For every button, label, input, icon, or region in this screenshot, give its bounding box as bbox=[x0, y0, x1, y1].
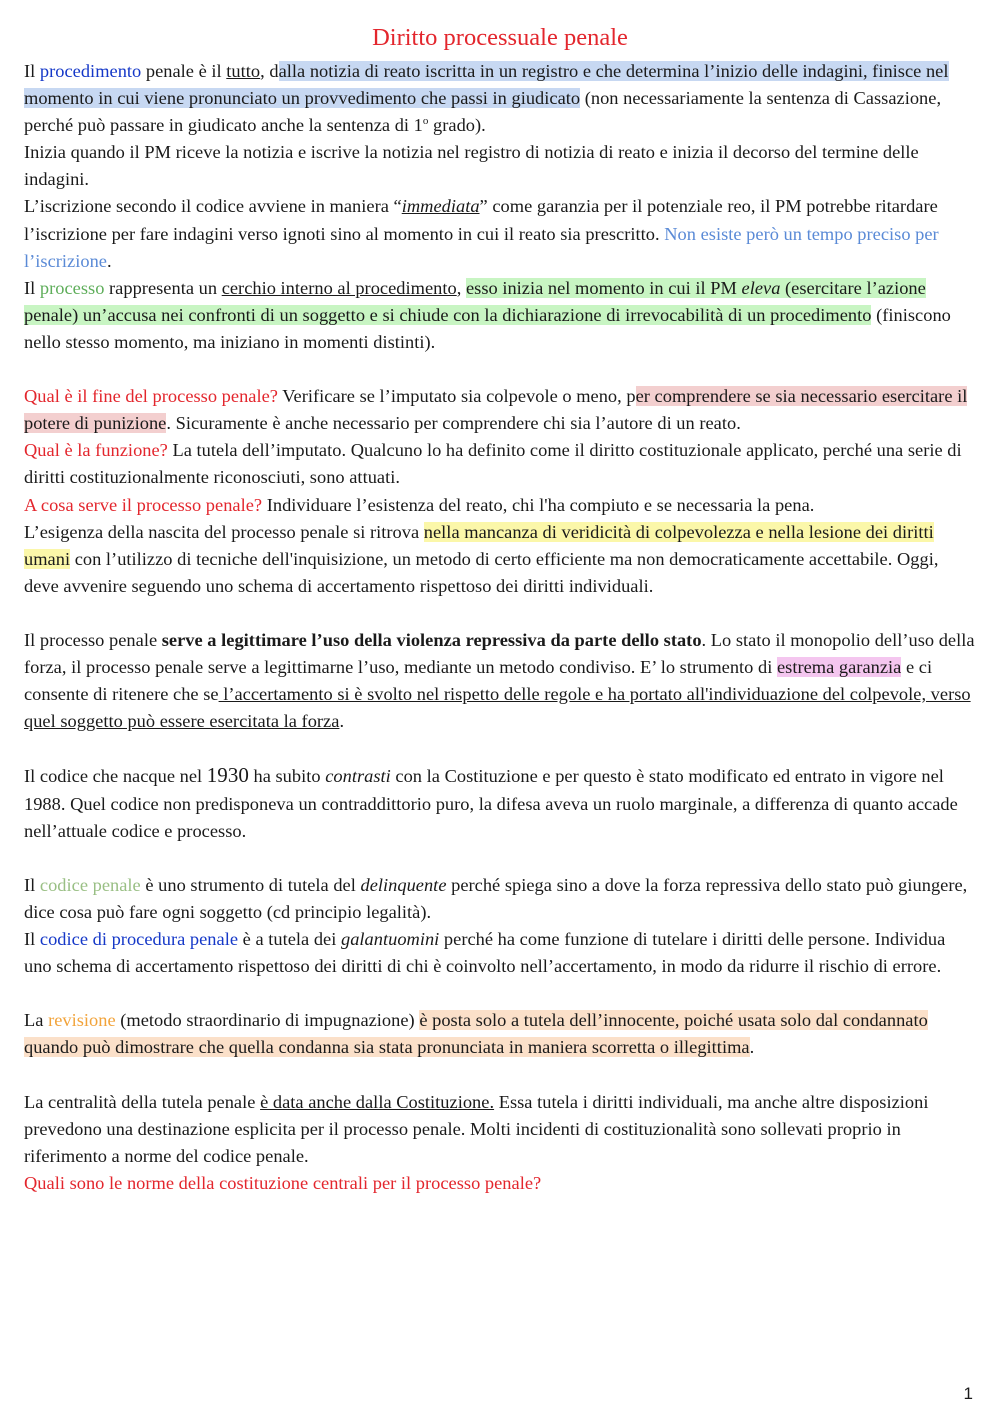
highlight-pink: estrema garanzia bbox=[776, 657, 902, 678]
text: (metodo straordinario di impugnazione) bbox=[115, 1010, 420, 1031]
underlined-cerchio: cerchio interno al procedimento bbox=[221, 277, 457, 298]
text: (finiscono nello stesso momento, ma iniziano in momenti distinti). bbox=[24, 304, 951, 352]
highlight-orange: è posta solo a tutela dell’innocente, poiché usata solo dal condannato quando può dimostrare che quella condanna sia stata pronunciata in maniera scorretta o illegittima bbox=[24, 1010, 928, 1058]
paragraph-esigenza bbox=[24, 519, 976, 600]
text: Il bbox=[24, 874, 40, 895]
text: La bbox=[24, 1010, 49, 1031]
text: perché spiega sino a dove la forza repressiva dello stato può giungere, dice cosa può fare ogni soggetto (cd principio legalità). bbox=[24, 874, 968, 922]
text: L’esigenza della nascita del processo penale si ritrova bbox=[24, 521, 424, 542]
text: L’iscrizione secondo il codice avviene in maniera “ bbox=[24, 196, 402, 217]
text: penale è il bbox=[141, 61, 227, 81]
text: ha subito bbox=[248, 766, 326, 787]
text: (esercitare l’azione penale) un’accusa nei confronti di un soggetto e si chiude con la dichiarazione di irrevocabilità di un procedimento bbox=[24, 277, 926, 325]
text: Essa tutela i diritti individuali, ma anche altre disposizioni prevedono una destinazione esplicita per il processo penale. Molti incidenti di costituzionalità sono sollevati proprio in riferimento a norme del codice penale. bbox=[24, 1091, 929, 1166]
paragraph-inizio: Inizia quando il PM riceve la notizia e iscrive la notizia nel registro di notizia di reato e inizia il decorso del termine delle indagini. bbox=[24, 142, 919, 190]
term-revisione: revisione bbox=[48, 1010, 116, 1031]
paragraph-procedura-penale bbox=[24, 926, 976, 980]
underlined-tutto: tutto bbox=[226, 61, 261, 81]
text: Il bbox=[24, 61, 40, 81]
paragraph-serve bbox=[24, 492, 976, 519]
paragraph-funzione bbox=[24, 437, 976, 491]
text: La centralità della tutela penale bbox=[24, 1091, 261, 1112]
highlight-yellow: nella mancanza di veridicità di colpevolezza e nella lesione dei diritti umani bbox=[24, 521, 934, 569]
term-eleva: eleva bbox=[741, 277, 781, 298]
spacer bbox=[24, 980, 976, 1007]
question-fine: Qual è il fine del processo penale? bbox=[24, 386, 278, 407]
text: . bbox=[749, 1037, 755, 1058]
paragraph-processo bbox=[24, 275, 976, 356]
highlight-red: er comprendere se sia necessario esercitare il potere di punizione bbox=[24, 386, 968, 434]
text: , d bbox=[260, 61, 279, 81]
superscript: o bbox=[422, 115, 429, 128]
paragraph-codice-penale bbox=[24, 872, 976, 926]
term-codice-penale: codice penale bbox=[39, 874, 141, 895]
spacer bbox=[24, 845, 976, 872]
term-contrasti: contrasti bbox=[325, 766, 391, 787]
document-title: Diritto processuale penale bbox=[372, 24, 628, 51]
spacer bbox=[24, 1061, 976, 1088]
paragraph-codice-1930 bbox=[24, 762, 976, 844]
paragraph-iscrizione bbox=[24, 193, 976, 274]
paragraph-centralita bbox=[24, 1089, 976, 1170]
text: grado). bbox=[428, 115, 486, 136]
text: con la Costituzione e per questo è stato modificato ed entrato in vigore nel 1988. Quel codice non predisponeva un contraddittorio puro, la difesa aveva un ruolo marginale, a differenza di quanto accade nell’attuale codice e processo. bbox=[24, 766, 958, 841]
paragraph-procedimento bbox=[24, 58, 976, 139]
text: Individuare l’esistenza del reato, chi l'ha compiuto e se necessaria la pena. bbox=[262, 494, 815, 515]
text: . Sicuramente è anche necessario per comprendere chi sia l’autore di un reato. bbox=[166, 413, 741, 434]
spacer bbox=[24, 735, 976, 762]
year-1930: 1930 bbox=[206, 763, 249, 788]
spacer bbox=[24, 356, 976, 383]
underlined-accertamento: l’accertamento si è svolto nel rispetto delle regole e ha portato all'individuazione del colpevole, verso quel soggetto può essere esercitata la forza bbox=[24, 684, 971, 732]
text: Il processo penale bbox=[24, 629, 162, 650]
text: Verificare se l’imputato sia colpevole o meno, p bbox=[277, 386, 636, 407]
term-processo: processo bbox=[39, 277, 105, 298]
question-serve: A cosa serve il processo penale? bbox=[24, 494, 263, 515]
text: Il codice che nacque nel bbox=[24, 766, 207, 787]
text: perché ha come funzione di tutelare i diritti delle persone. Individua uno schema di accertamento rispettoso dei diritti di chi è coinvolto nell’accertamento, in modo da ridurre il rischio di errore. bbox=[24, 929, 946, 977]
underlined-costituzione: è data anche dalla Costituzione. bbox=[260, 1091, 495, 1112]
page-number: 1 bbox=[963, 1384, 973, 1403]
document-page bbox=[24, 22, 976, 1197]
text: esso inizia nel momento in cui il PM bbox=[465, 277, 742, 298]
term-galantuomini: galantuomini bbox=[340, 929, 440, 949]
text: , bbox=[456, 277, 466, 298]
term-procedimento: procedimento bbox=[39, 61, 142, 81]
text: è a tutela dei bbox=[238, 929, 341, 949]
text: . bbox=[106, 250, 112, 271]
question-funzione: Qual è la funzione? bbox=[24, 440, 168, 461]
question-norme-costituzione: Quali sono le norme della costituzione centrali per il processo penale? bbox=[24, 1172, 542, 1193]
spacer bbox=[24, 600, 976, 627]
paragraph-fine bbox=[24, 383, 976, 437]
text: ” come garanzia per il potenziale reo, il PM potrebbe ritardare l’iscrizione per fare indagini verso ignoti sino al momento in cui il reato sia prescritto. bbox=[24, 196, 938, 244]
bold-legittimare: serve a legittimare l’uso della violenza repressiva da parte dello stato bbox=[161, 629, 702, 650]
term-codice-procedura-penale: codice di procedura penale bbox=[39, 929, 239, 949]
text: e ci consente di ritenere che se bbox=[24, 657, 933, 705]
text: è uno strumento di tutela del bbox=[140, 874, 361, 895]
note-lightblue: Non esiste però un tempo preciso per l’iscrizione bbox=[24, 223, 939, 271]
term-delinquente: delinquente bbox=[360, 874, 447, 895]
text: con l’utilizzo di tecniche dell'inquisizione, un metodo di certo efficiente ma non democraticamente accettabile. Oggi, deve avvenire seguendo uno schema di accertamento rispettoso dei diritti individuali. bbox=[24, 548, 939, 596]
text: . Lo stato il monopolio dell’uso della forza, il processo penale serve a legittimarne l’uso, mediante un metodo condiviso. E’ lo strumento di bbox=[24, 629, 975, 678]
paragraph-revisione bbox=[24, 1007, 976, 1061]
text: La tutela dell’imputato. Qualcuno lo ha definito come il diritto costituzionale applicato, perché una serie di diritti costituzionalmente riconosciuti, sono attuati. bbox=[24, 440, 962, 488]
paragraph-legittimare bbox=[24, 627, 976, 735]
text: Il bbox=[24, 277, 40, 298]
text: rappresenta un bbox=[104, 277, 222, 298]
term-immediata: immediata bbox=[401, 196, 480, 217]
text: Il bbox=[24, 929, 40, 949]
text: . bbox=[339, 711, 345, 732]
highlight-blue: alla notizia di reato iscritta in un registro e che determina l’inizio delle indagini, finisce nel momento in cui viene pronunciato un provvedimento che passi in giudicato bbox=[24, 61, 949, 109]
text: (non necessariamente la sentenza di Cassazione, perché può passare in giudicato anche la sentenza di 1 bbox=[24, 88, 942, 136]
